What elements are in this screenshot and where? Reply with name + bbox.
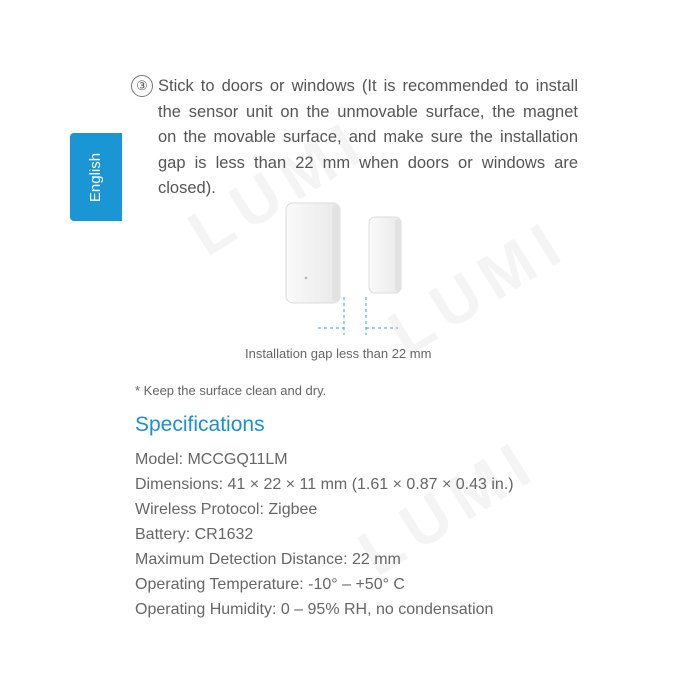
specifications-list (135, 447, 514, 622)
language-tab (70, 133, 122, 221)
spec-item: Model: MCCGQ11LM (135, 451, 288, 468)
step-number: ③ (131, 75, 153, 97)
step-instructions (158, 74, 578, 202)
spec-item: Operating Temperature: -10° – +50° C (135, 576, 405, 593)
step-line: on the movable surface, and make sure the installation (158, 128, 578, 146)
magnet-icon (369, 217, 401, 293)
diagram-caption: Installation gap less than 22 mm (245, 346, 432, 361)
step-line: Stick to doors or windows (It is recommended to install (158, 77, 578, 95)
sensor-unit-icon (286, 203, 340, 303)
installation-diagram (240, 195, 440, 345)
step-line: the sensor unit on the unmovable surface, the magnet (158, 102, 578, 121)
spec-item: Dimensions: 41 × 22 × 11 mm (1.61 × 0.87 × 0.43 in.) (135, 476, 514, 493)
spec-item: Battery: CR1632 (135, 526, 254, 543)
specifications-heading: Specifications (135, 413, 265, 436)
surface-note: * Keep the surface clean and dry. (135, 383, 327, 398)
step-line: gap is less than 22 mm when doors or windows are (158, 153, 578, 172)
step-line: closed). (158, 179, 216, 197)
spec-item: Maximum Detection Distance: 22 mm (135, 551, 401, 568)
spec-item: Wireless Protocol: Zigbee (135, 501, 318, 518)
spec-item: Operating Humidity: 0 – 95% RH, no condensation (135, 601, 494, 618)
language-tab-label: English (87, 152, 105, 202)
